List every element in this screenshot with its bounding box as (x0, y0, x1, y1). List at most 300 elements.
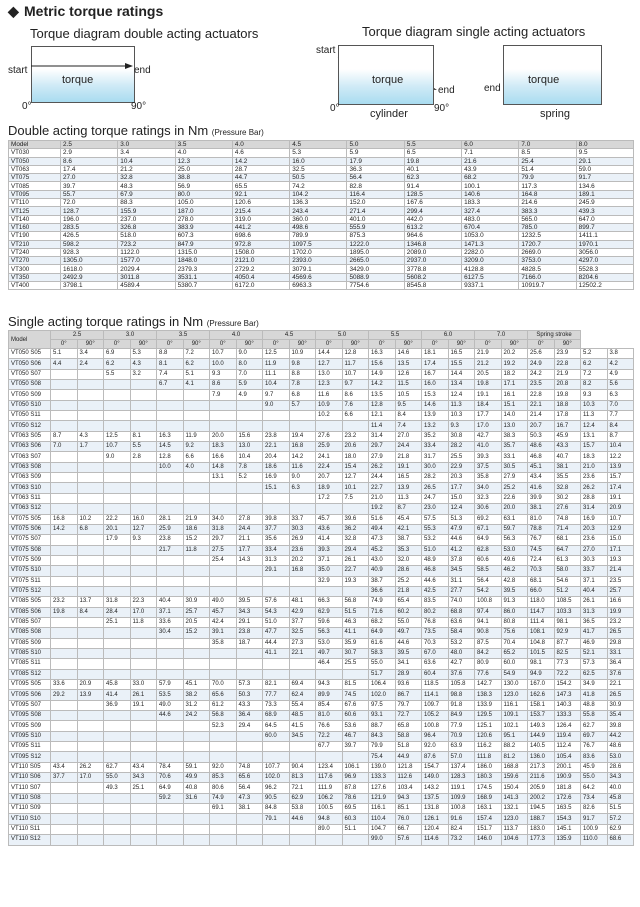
torque-cell (51, 835, 78, 845)
torque-cell: 15.1 (501, 400, 528, 410)
torque-cell (130, 742, 157, 752)
torque-cell: 3.8 (607, 349, 634, 359)
torque-cell: 88.2 (501, 742, 528, 752)
torque-cell: 10.4 (607, 442, 634, 452)
torque-cell (104, 669, 131, 679)
torque-cell: 114.1 (422, 690, 449, 700)
torque-cell: 28.1 (157, 514, 184, 524)
torque-cell: 6172.0 (232, 282, 289, 290)
single-end-label: end (438, 85, 455, 96)
angle-header: 90° (236, 340, 263, 349)
torque-cell: 34.0 (210, 514, 237, 524)
torque-cell: 149.0 (422, 773, 449, 783)
model-cell: VT063 S10 (9, 483, 51, 493)
torque-cell: 85.1 (395, 804, 422, 814)
table-row (9, 165, 634, 173)
torque-cell (130, 824, 157, 834)
torque-cell (157, 483, 184, 493)
torque-cell: 11.3 (581, 411, 608, 421)
torque-cell: 2.8 (130, 452, 157, 462)
torque-cell: 104.8 (528, 638, 555, 648)
table-row (9, 223, 634, 231)
torque-cell: 483.0 (462, 215, 519, 223)
torque-cell: 18.9 (316, 483, 343, 493)
torque-cell: 109.1 (501, 711, 528, 721)
torque-cell: 327.4 (462, 207, 519, 215)
table-row (9, 421, 634, 431)
torque-cell (183, 493, 210, 503)
torque-cell: 135.9 (554, 835, 581, 845)
torque-cell: 27.6 (554, 504, 581, 514)
torque-cell: 25.5 (448, 452, 475, 462)
torque-cell: 64.9 (157, 783, 184, 793)
torque-cell: 49.3 (104, 783, 131, 793)
torque-cell: 19.1 (130, 700, 157, 710)
torque-cell (104, 793, 131, 803)
torque-cell: 30.9 (183, 597, 210, 607)
torque-cell: 168.8 (501, 762, 528, 772)
torque-cell (183, 473, 210, 483)
torque-cell: 112.6 (395, 773, 422, 783)
torque-cell: 928.3 (61, 248, 118, 256)
torque-cell: 25.4 (210, 555, 237, 565)
torque-cell: 66.7 (395, 824, 422, 834)
torque-cell: 55.8 (581, 711, 608, 721)
torque-cell: 42.7 (475, 431, 502, 441)
torque-cell: 2121.0 (232, 257, 289, 265)
torque-cell: 67.1 (475, 524, 502, 534)
torque-cell: 21.8 (395, 452, 422, 462)
torque-cell (263, 421, 290, 431)
torque-cell (157, 411, 184, 421)
torque-cell: 92.1 (232, 190, 289, 198)
table-row (9, 483, 634, 493)
torque-cell: 14.4 (316, 349, 343, 359)
torque-cell (236, 742, 263, 752)
torque-cell (157, 638, 184, 648)
torque-cell: 37.1 (581, 576, 608, 586)
torque-cell: 106.1 (342, 762, 369, 772)
torque-cell: 116.1 (501, 700, 528, 710)
model-cell: VT160 (9, 223, 61, 231)
torque-cell (77, 835, 104, 845)
torque-cell: 46.7 (342, 731, 369, 741)
diagram-double-caption: Torque diagram double acting actuators (30, 26, 259, 41)
torque-cell: 45.8 (104, 680, 131, 690)
torque-cell: 1720.7 (519, 240, 576, 248)
model-cell: VT110 S08 (9, 793, 51, 803)
table-row (9, 721, 634, 731)
torque-cell (51, 390, 78, 400)
torque-cell: 45.1 (528, 462, 555, 472)
torque-cell: 27.0 (61, 174, 118, 182)
torque-cell: 9.3 (581, 390, 608, 400)
table-row (9, 390, 634, 400)
torque-cell: 13.4 (448, 380, 475, 390)
torque-cell: 4.9 (236, 390, 263, 400)
torque-cell (342, 669, 369, 679)
torque-cell: 2937.0 (404, 257, 461, 265)
torque-cell (210, 742, 237, 752)
torque-cell: 145.1 (554, 824, 581, 834)
torque-cell: 139.0 (369, 762, 396, 772)
torque-cell: 141.3 (501, 793, 528, 803)
torque-cell: 73.5 (422, 628, 449, 638)
torque-cell (51, 617, 78, 627)
torque-cell: 81.2 (501, 752, 528, 762)
torque-cell: 6.7 (157, 380, 184, 390)
torque-cell: 21.6 (462, 157, 519, 165)
torque-cell: 5.2 (236, 473, 263, 483)
torque-cell: 42.5 (422, 586, 449, 596)
torque-cell (210, 814, 237, 824)
torque-cell: 96.2 (263, 783, 290, 793)
torque-cell: 17.9 (347, 157, 404, 165)
torque-cell: 439.3 (576, 207, 633, 215)
model-cell: VT030 (9, 149, 61, 157)
table-row (9, 493, 634, 503)
torque-cell: 11.6 (316, 390, 343, 400)
torque-cell: 65.5 (232, 182, 289, 190)
torque-cell: 61.3 (554, 555, 581, 565)
table-row (9, 545, 634, 555)
torque-cell: 41.1 (342, 628, 369, 638)
torque-cell: 45.8 (607, 793, 634, 803)
torque-cell: 53.0 (607, 752, 634, 762)
torque-cell: 45.9 (581, 762, 608, 772)
torque-cell: 80.9 (475, 659, 502, 669)
torque-cell (130, 586, 157, 596)
torque-cell (51, 411, 78, 421)
single-deg-90-label: 90° (434, 103, 450, 114)
torque-cell: 76.0 (395, 814, 422, 824)
torque-cell: 28.6 (607, 762, 634, 772)
torque-cell: 21.4 (607, 566, 634, 576)
torque-cell: 19.3 (607, 555, 634, 565)
torque-cell: 11.7 (342, 359, 369, 369)
torque-cell: 19.1 (475, 390, 502, 400)
torque-cell: 15.5 (448, 359, 475, 369)
torque-cell (130, 493, 157, 503)
torque-cell: 33.0 (130, 680, 157, 690)
torque-cell: 442.0 (404, 215, 461, 223)
torque-cell: 47.3 (236, 793, 263, 803)
model-cell: VT110 S10 (9, 814, 51, 824)
torque-cell: 53.6 (342, 721, 369, 731)
torque-cell: 25.2 (395, 576, 422, 586)
torque-cell: 20.9 (77, 680, 104, 690)
torque-cell: 72.2 (554, 669, 581, 679)
torque-cell: 9337.1 (462, 282, 519, 290)
torque-cell: 31.4 (369, 431, 396, 441)
torque-cell: 55.7 (61, 190, 118, 198)
torque-cell: 116.4 (347, 190, 404, 198)
torque-cell: 80.6 (210, 783, 237, 793)
torque-cell: 180.3 (475, 773, 502, 783)
torque-cell (51, 566, 78, 576)
torque-cell (183, 752, 210, 762)
torque-cell (77, 659, 104, 669)
table-row (9, 369, 634, 379)
torque-cell: 4.9 (607, 369, 634, 379)
torque-cell (289, 659, 316, 669)
torque-cell: 52.3 (210, 721, 237, 731)
torque-cell: 85.4 (316, 700, 343, 710)
torque-cell: 31.3 (581, 607, 608, 617)
torque-cell: 1411.1 (576, 232, 633, 240)
torque-cell: 20.9 (607, 504, 634, 514)
angle-header: 90° (77, 340, 104, 349)
torque-cell: 74.0 (448, 597, 475, 607)
angle-header: 0° (210, 340, 237, 349)
torque-cell: 80.2 (422, 607, 449, 617)
torque-cell: 100.5 (316, 804, 343, 814)
torque-cell (157, 576, 184, 586)
torque-cell: 89.9 (316, 690, 343, 700)
torque-cell: 34.9 (581, 680, 608, 690)
torque-cell: 383.3 (519, 207, 576, 215)
torque-cell: 12.7 (342, 473, 369, 483)
torque-cell: 565.0 (519, 215, 576, 223)
table-row (9, 524, 634, 534)
torque-cell (104, 462, 131, 472)
torque-cell: 51.3 (448, 514, 475, 524)
torque-cell: 2.4 (77, 359, 104, 369)
torque-cell: 69.4 (289, 680, 316, 690)
torque-cell (236, 586, 263, 596)
torque-cell (51, 711, 78, 721)
torque-cell (289, 576, 316, 586)
torque-cell (263, 659, 290, 669)
angle-header: 0° (157, 340, 184, 349)
torque-cell: 53.2 (448, 638, 475, 648)
torque-cell (183, 742, 210, 752)
torque-cell: 21.7 (157, 545, 184, 555)
torque-cell: 23.5 (528, 380, 555, 390)
torque-cell: 61.2 (210, 700, 237, 710)
torque-cell (210, 752, 237, 762)
torque-cell: 155.9 (118, 207, 175, 215)
table-header-row (9, 141, 634, 149)
torque-cell: 1305.0 (61, 257, 118, 265)
torque-cell: 70.3 (528, 566, 555, 576)
torque-cell: 55.0 (395, 617, 422, 627)
torque-cell: 498.6 (290, 223, 347, 231)
torque-cell: 24.4 (395, 442, 422, 452)
torque-cell (104, 638, 131, 648)
torque-cell: 1577.0 (118, 257, 175, 265)
torque-cell: 13.0 (236, 442, 263, 452)
torque-cell (77, 473, 104, 483)
torque-cell: 45.1 (183, 680, 210, 690)
torque-cell: 9.3 (448, 421, 475, 431)
torque-cell: 16.9 (263, 473, 290, 483)
torque-cell: 48.6 (607, 742, 634, 752)
torque-cell: 22.1 (263, 442, 290, 452)
torque-cell: 76.8 (422, 617, 449, 627)
torque-cell: 103.3 (554, 607, 581, 617)
torque-cell: 12.8 (369, 400, 396, 410)
torque-cell: 52.1 (581, 648, 608, 658)
torque-cell: 30.6 (475, 504, 502, 514)
model-cell: VT110 S11 (9, 824, 51, 834)
torque-cell (77, 504, 104, 514)
torque-cell: 3.4 (118, 149, 175, 157)
torque-cell (342, 752, 369, 762)
torque-cell: 2029.4 (118, 265, 175, 273)
torque-cell: 45.4 (395, 514, 422, 524)
torque-cell: 15.3 (422, 390, 449, 400)
torque-cell: 5380.7 (175, 282, 232, 290)
torque-cell: 32.8 (554, 483, 581, 493)
torque-cell: 10.4 (236, 452, 263, 462)
torque-cell: 26.5 (422, 483, 449, 493)
torque-cell (289, 752, 316, 762)
diamond-bullet-icon: ◆ (8, 3, 19, 19)
torque-cell: 134.6 (576, 182, 633, 190)
torque-cell (210, 504, 237, 514)
torque-cell: 32.5 (289, 628, 316, 638)
torque-cell: 20.6 (342, 442, 369, 452)
torque-cell: 44.6 (422, 576, 449, 586)
torque-cell: 35.2 (422, 431, 449, 441)
torque-cell: 23.5 (607, 576, 634, 586)
torque-cell: 163.5 (554, 804, 581, 814)
torque-cell: 120.6 (475, 731, 502, 741)
torque-cell: 5.2 (581, 349, 608, 359)
torque-cell: 27.8 (236, 514, 263, 524)
torque-cell: 48.1 (289, 597, 316, 607)
torque-cell: 11.8 (183, 545, 210, 555)
torque-cell: 1471.3 (462, 240, 519, 248)
torque-cell: 128.3 (448, 773, 475, 783)
torque-cell: 31.8 (210, 524, 237, 534)
column-header: 3.5 (175, 141, 232, 149)
torque-cell: 24.9 (528, 359, 555, 369)
torque-cell: 64.9 (369, 628, 396, 638)
model-cell: VT085 S06 (9, 607, 51, 617)
torque-cell: 51.1 (342, 824, 369, 834)
column-header: 3.0 (104, 331, 157, 340)
torque-cell: 87.5 (475, 638, 502, 648)
torque-cell: 20.0 (501, 504, 528, 514)
torque-cell: 4589.4 (118, 282, 175, 290)
torque-cell: 37.7 (51, 773, 78, 783)
torque-cell: 79.9 (369, 742, 396, 752)
torque-cell: 17.1 (607, 545, 634, 555)
torque-cell: 27.3 (289, 638, 316, 648)
torque-cell: 64.5 (263, 721, 290, 731)
torque-cell: 2379.3 (175, 265, 232, 273)
torque-cell: 54.9 (501, 669, 528, 679)
torque-cell (104, 504, 131, 514)
torque-cell: 5528.3 (576, 265, 633, 273)
torque-cell: 62.9 (289, 793, 316, 803)
torque-cell: 62.9 (607, 824, 634, 834)
torque-cell: 24.2 (528, 369, 555, 379)
torque-cell: 39.3 (475, 452, 502, 462)
model-cell: VT095 S10 (9, 731, 51, 741)
torque-cell: 46.8 (528, 452, 555, 462)
torque-cell: 46.4 (316, 659, 343, 669)
torque-cell (210, 731, 237, 741)
torque-cell: 55.0 (369, 659, 396, 669)
torque-cell: 34.3 (236, 607, 263, 617)
torque-cell: 30.2 (554, 493, 581, 503)
torque-cell: 39.6 (342, 514, 369, 524)
torque-cell (51, 628, 78, 638)
torque-cell (51, 545, 78, 555)
cylinder-label: cylinder (370, 108, 408, 120)
torque-cell: 79.7 (395, 700, 422, 710)
torque-cell: 18.4 (475, 400, 502, 410)
torque-cell: 188.7 (528, 814, 555, 824)
torque-cell: 25.0 (175, 165, 232, 173)
table-row (9, 804, 634, 814)
torque-cell (51, 731, 78, 741)
torque-cell: 126.4 (554, 721, 581, 731)
torque-cell: 62.7 (104, 762, 131, 772)
torque-cell (77, 452, 104, 462)
torque-cell: 94.3 (395, 793, 422, 803)
torque-cell: 18.6 (183, 524, 210, 534)
torque-cell (130, 411, 157, 421)
torque-cell: 68.1 (554, 535, 581, 545)
torque-cell: 32.8 (118, 174, 175, 182)
torque-cell: 84.3 (369, 731, 396, 741)
torque-cell: 214.6 (519, 199, 576, 207)
torque-cell: 20.7 (316, 473, 343, 483)
torque-cell: 9.0 (104, 452, 131, 462)
torque-cell: 51.6 (369, 514, 396, 524)
torque-cell (77, 742, 104, 752)
torque-cell (51, 742, 78, 752)
torque-cell: 426.5 (61, 232, 118, 240)
torque-cell: 15.1 (263, 483, 290, 493)
torque-cell: 187.0 (175, 207, 232, 215)
torque-cell: 33.1 (501, 452, 528, 462)
torque-cell: 6.9 (104, 349, 131, 359)
torque-cell: 33.4 (422, 442, 449, 452)
torque-cell (51, 380, 78, 390)
torque-cell: 11.9 (183, 431, 210, 441)
torque-cell: 49.4 (369, 524, 396, 534)
torque-cell (51, 669, 78, 679)
torque-cell: 133.3 (369, 773, 396, 783)
torque-cell: 123.0 (501, 814, 528, 824)
torque-cell: 35.0 (316, 566, 343, 576)
model-cell: VT350 (9, 273, 61, 281)
torque-cell: 243.4 (290, 207, 347, 215)
torque-cell: 30.3 (581, 555, 608, 565)
torque-cell: 28.4 (104, 607, 131, 617)
torque-cell: 90.4 (289, 762, 316, 772)
torque-cell: 319.0 (232, 215, 289, 223)
torque-cell: 299.4 (404, 207, 461, 215)
torque-cell: 8.6 (210, 380, 237, 390)
torque-cell: 670.4 (462, 223, 519, 231)
torque-cell (51, 648, 78, 658)
torque-cell (77, 628, 104, 638)
torque-cell: 72.2 (316, 731, 343, 741)
torque-cell: 22.8 (528, 390, 555, 400)
torque-cell: 10.9 (289, 349, 316, 359)
table-row (9, 638, 634, 648)
torque-cell: 67.6 (342, 700, 369, 710)
torque-cell: 4.0 (183, 462, 210, 472)
torque-cell: 60.6 (342, 711, 369, 721)
torque-cell: 49.0 (157, 700, 184, 710)
